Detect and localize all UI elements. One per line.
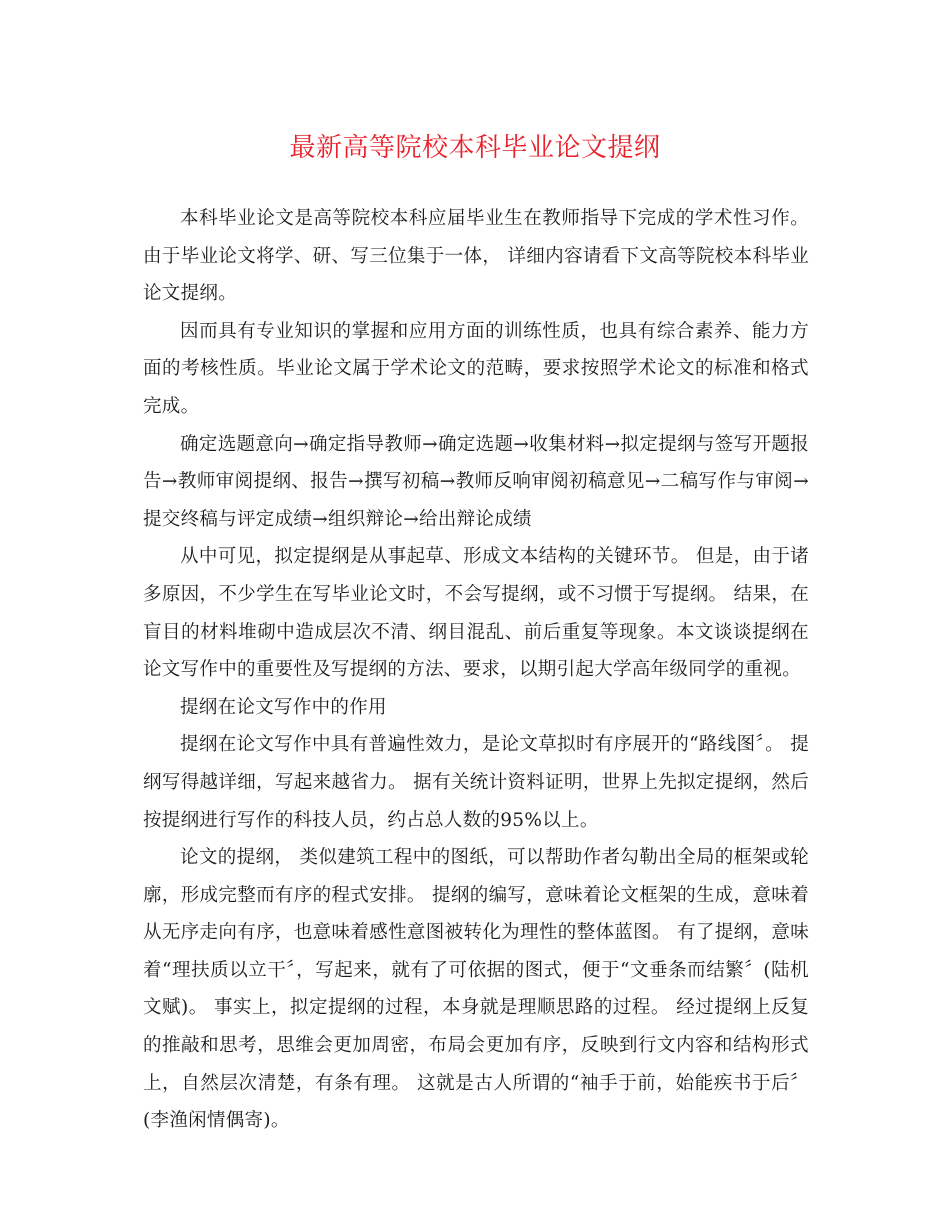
paragraph-process-flow: 确定选题意向→确定指导教师→确定选题→收集材料→拟定提纲与签写开题报告→教师审阅提纲、报告→撰写初稿→教师反响审阅初稿意见→二稿写作与审阅→提交终稿与评定成绩→组织辩论→给出辩论成绩	[143, 433, 809, 530]
paragraph-intro: 本科毕业论文是高等院校本科应届毕业生在教师指导下完成的学术性习作。由于毕业论文将学、研、写三位集于一体， 详细内容请看下文高等院校本科毕业论文提纲。	[143, 208, 809, 305]
document-body	[143, 200, 809, 1140]
paragraph-blueprint: 论文的提纲， 类似建筑工程中的图纸，可以帮助作者勾勒出全局的框架或轮廓，形成完整而有序的程式安排。 提纲的编写，意味着论文框架的生成，意味着从无序走向有序，也意味着感性意图被转化为理性的整体蓝图。 有了提纲，意味着“理扶质以立干〞，写起来，就有了可依据的图式，便于“文垂条而结繁〞(陆机文赋)。 事实上，拟定提纲的过程，本身就是理顺思路的过程。 经过提纲上反复的推敲和思考，思维会更加周密，布局会更加有序，反映到行文内容和结构形式上，自然层次清楚，有条有理。 这就是古人所谓的“袖手于前，始能疾书于后〞(李渔闲情偶寄)。	[143, 847, 809, 1132]
document-title: 最新高等院校本科毕业论文提纲	[289, 133, 661, 163]
paragraph-roadmap: 提纲在论文写作中具有普遍性效力，是论文草拟时有序展开的“路线图〞。 提纲写得越详细，写起来越省力。 据有关统计资料证明，世界上先拟定提纲，然后按提纲进行写作的科技人员，约占总人数的95%以上。	[143, 734, 809, 831]
paragraph-nature: 因而具有专业知识的掌握和应用方面的训练性质，也具有综合素养、能力方面的考核性质。毕业论文属于学术论文的范畴，要求按照学术论文的标准和格式完成。	[143, 320, 809, 417]
section-heading: 提纲在论文写作中的作用	[180, 696, 387, 718]
paragraph-outline-importance: 从中可见，拟定提纲是从事起草、形成文本结构的关键环节。 但是，由于诸多原因，不少学生在写毕业论文时，不会写提纲，或不习惯于写提纲。 结果，在盲目的材料堆砌中造成层次不清、纲目混乱、前后重复等现象。本文谈谈提纲在论文写作中的重要性及写提纲的方法、要求，以期引起大学高年级同学的重视。	[143, 546, 809, 681]
